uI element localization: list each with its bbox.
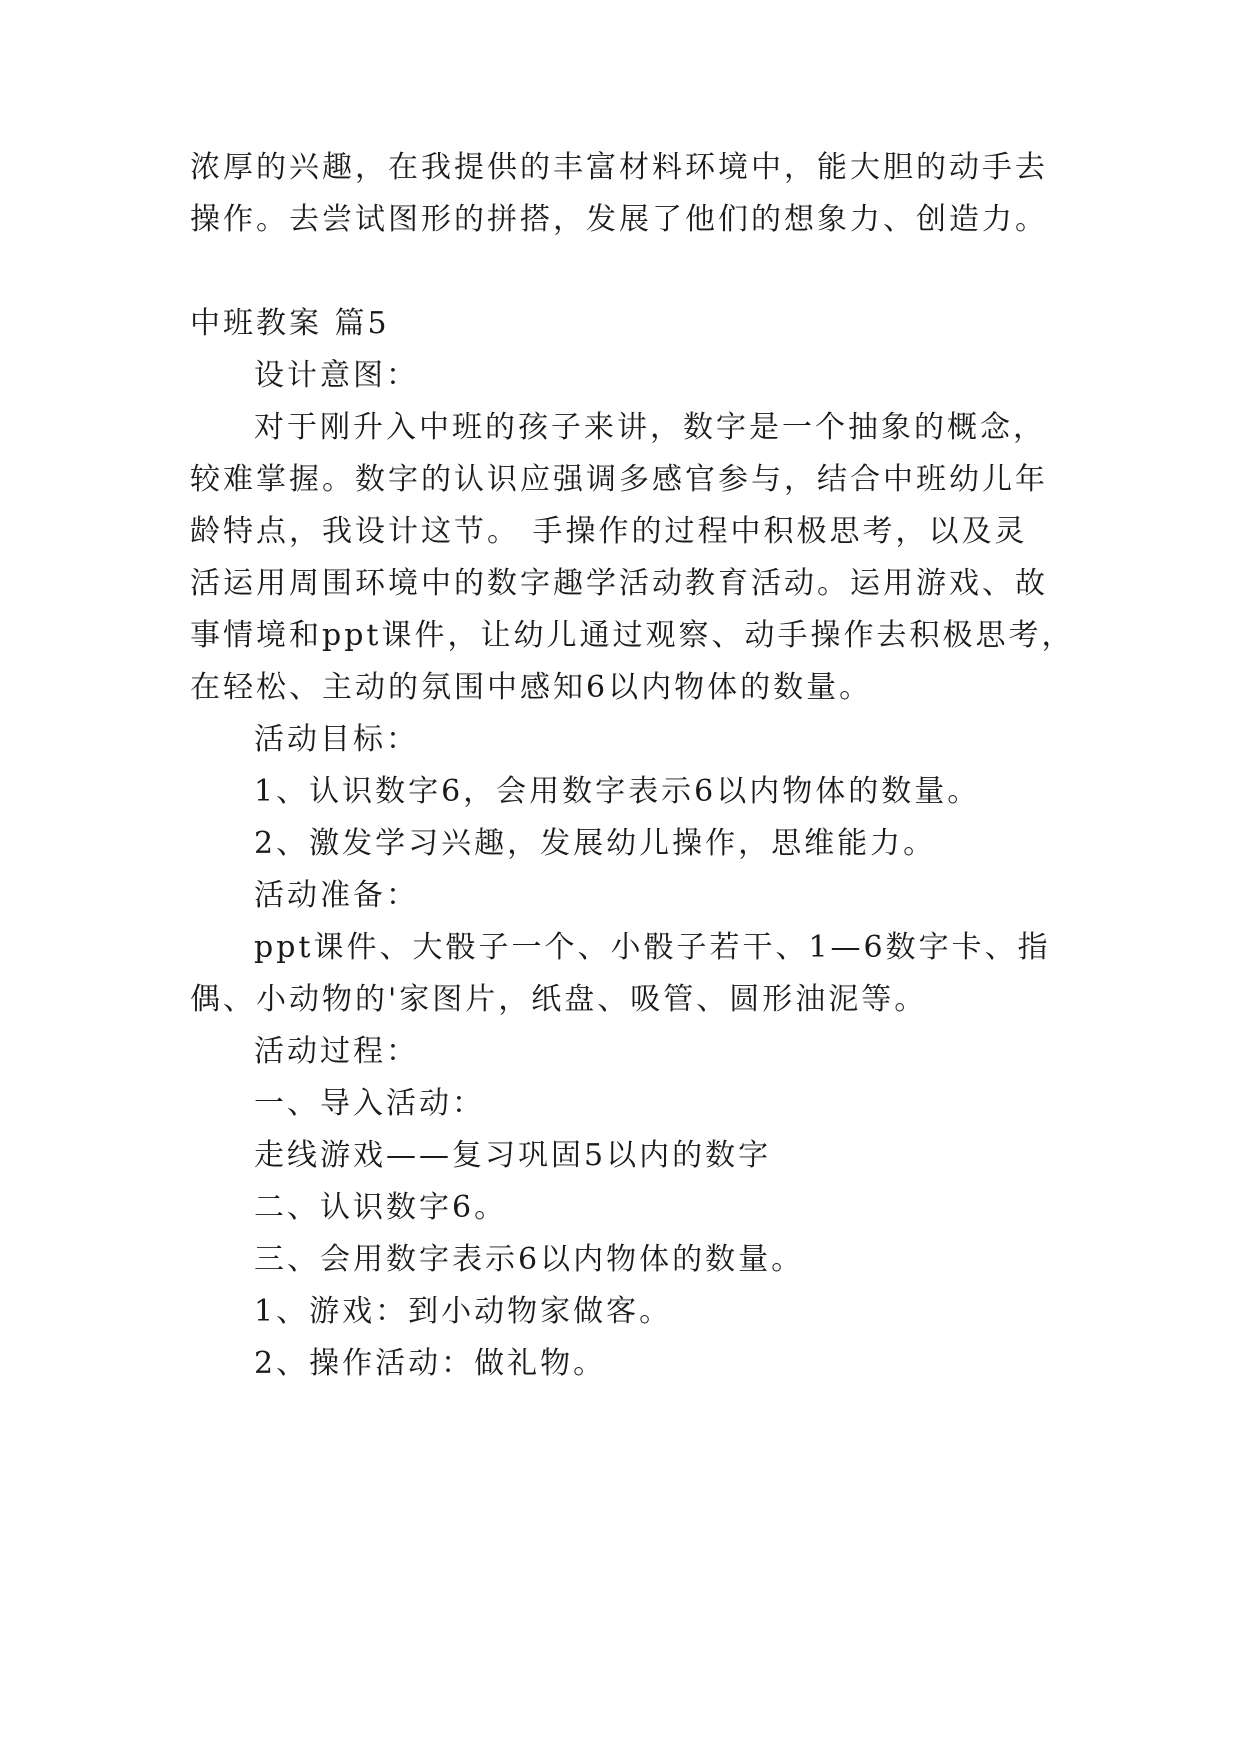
list-item: 1、认识数字6，会用数字表示6以内物体的数量。	[254, 774, 981, 809]
paragraph-line: 事情境和ppt课件，让幼儿通过观察、动手操作去积极思考，	[190, 618, 1075, 653]
subheading-activity-process: 活动过程：	[254, 1034, 419, 1069]
paragraph-line: 龄特点，我设计这节。 手操作的过程中积极思考，以及灵	[190, 514, 1028, 549]
paragraph-line: 操作。去尝试图形的拼搭，发展了他们的想象力、创造力。	[190, 202, 1048, 237]
list-item: 三、会用数字表示6以内物体的数量。	[254, 1242, 805, 1277]
section-heading: 中班教案 篇5	[190, 306, 390, 341]
list-item: 二、认识数字6。	[254, 1190, 508, 1225]
list-item: 走线游戏——复习巩固5以内的数字	[254, 1138, 772, 1173]
list-item: 2、操作活动：做礼物。	[254, 1346, 607, 1381]
subheading-activity-goals: 活动目标：	[254, 722, 419, 757]
list-item: 2、激发学习兴趣，发展幼儿操作，思维能力。	[254, 826, 937, 861]
paragraph-line: ppt课件、大骰子一个、小骰子若干、1—6数字卡、指	[254, 930, 1051, 965]
paragraph-line: 对于刚升入中班的孩子来讲，数字是一个抽象的概念，	[254, 410, 1046, 445]
list-item: 一、导入活动：	[254, 1086, 485, 1121]
list-item: 1、游戏：到小动物家做客。	[254, 1294, 673, 1329]
paragraph-line: 浓厚的兴趣，在我提供的丰富材料环境中，能大胆的动手去	[190, 150, 1048, 185]
subheading-activity-prep: 活动准备：	[254, 878, 419, 913]
subheading-design-intent: 设计意图：	[254, 358, 419, 393]
paragraph-line: 偶、小动物的'家图片，纸盘、吸管、圆形油泥等。	[190, 982, 928, 1017]
paragraph-line: 在轻松、主动的氛围中感知6以内物体的数量。	[190, 670, 873, 705]
paragraph-line: 活运用周围环境中的数字趣学活动教育活动。运用游戏、故	[190, 566, 1048, 601]
paragraph-line: 较难掌握。数字的认识应强调多感官参与，结合中班幼儿年	[190, 462, 1048, 497]
